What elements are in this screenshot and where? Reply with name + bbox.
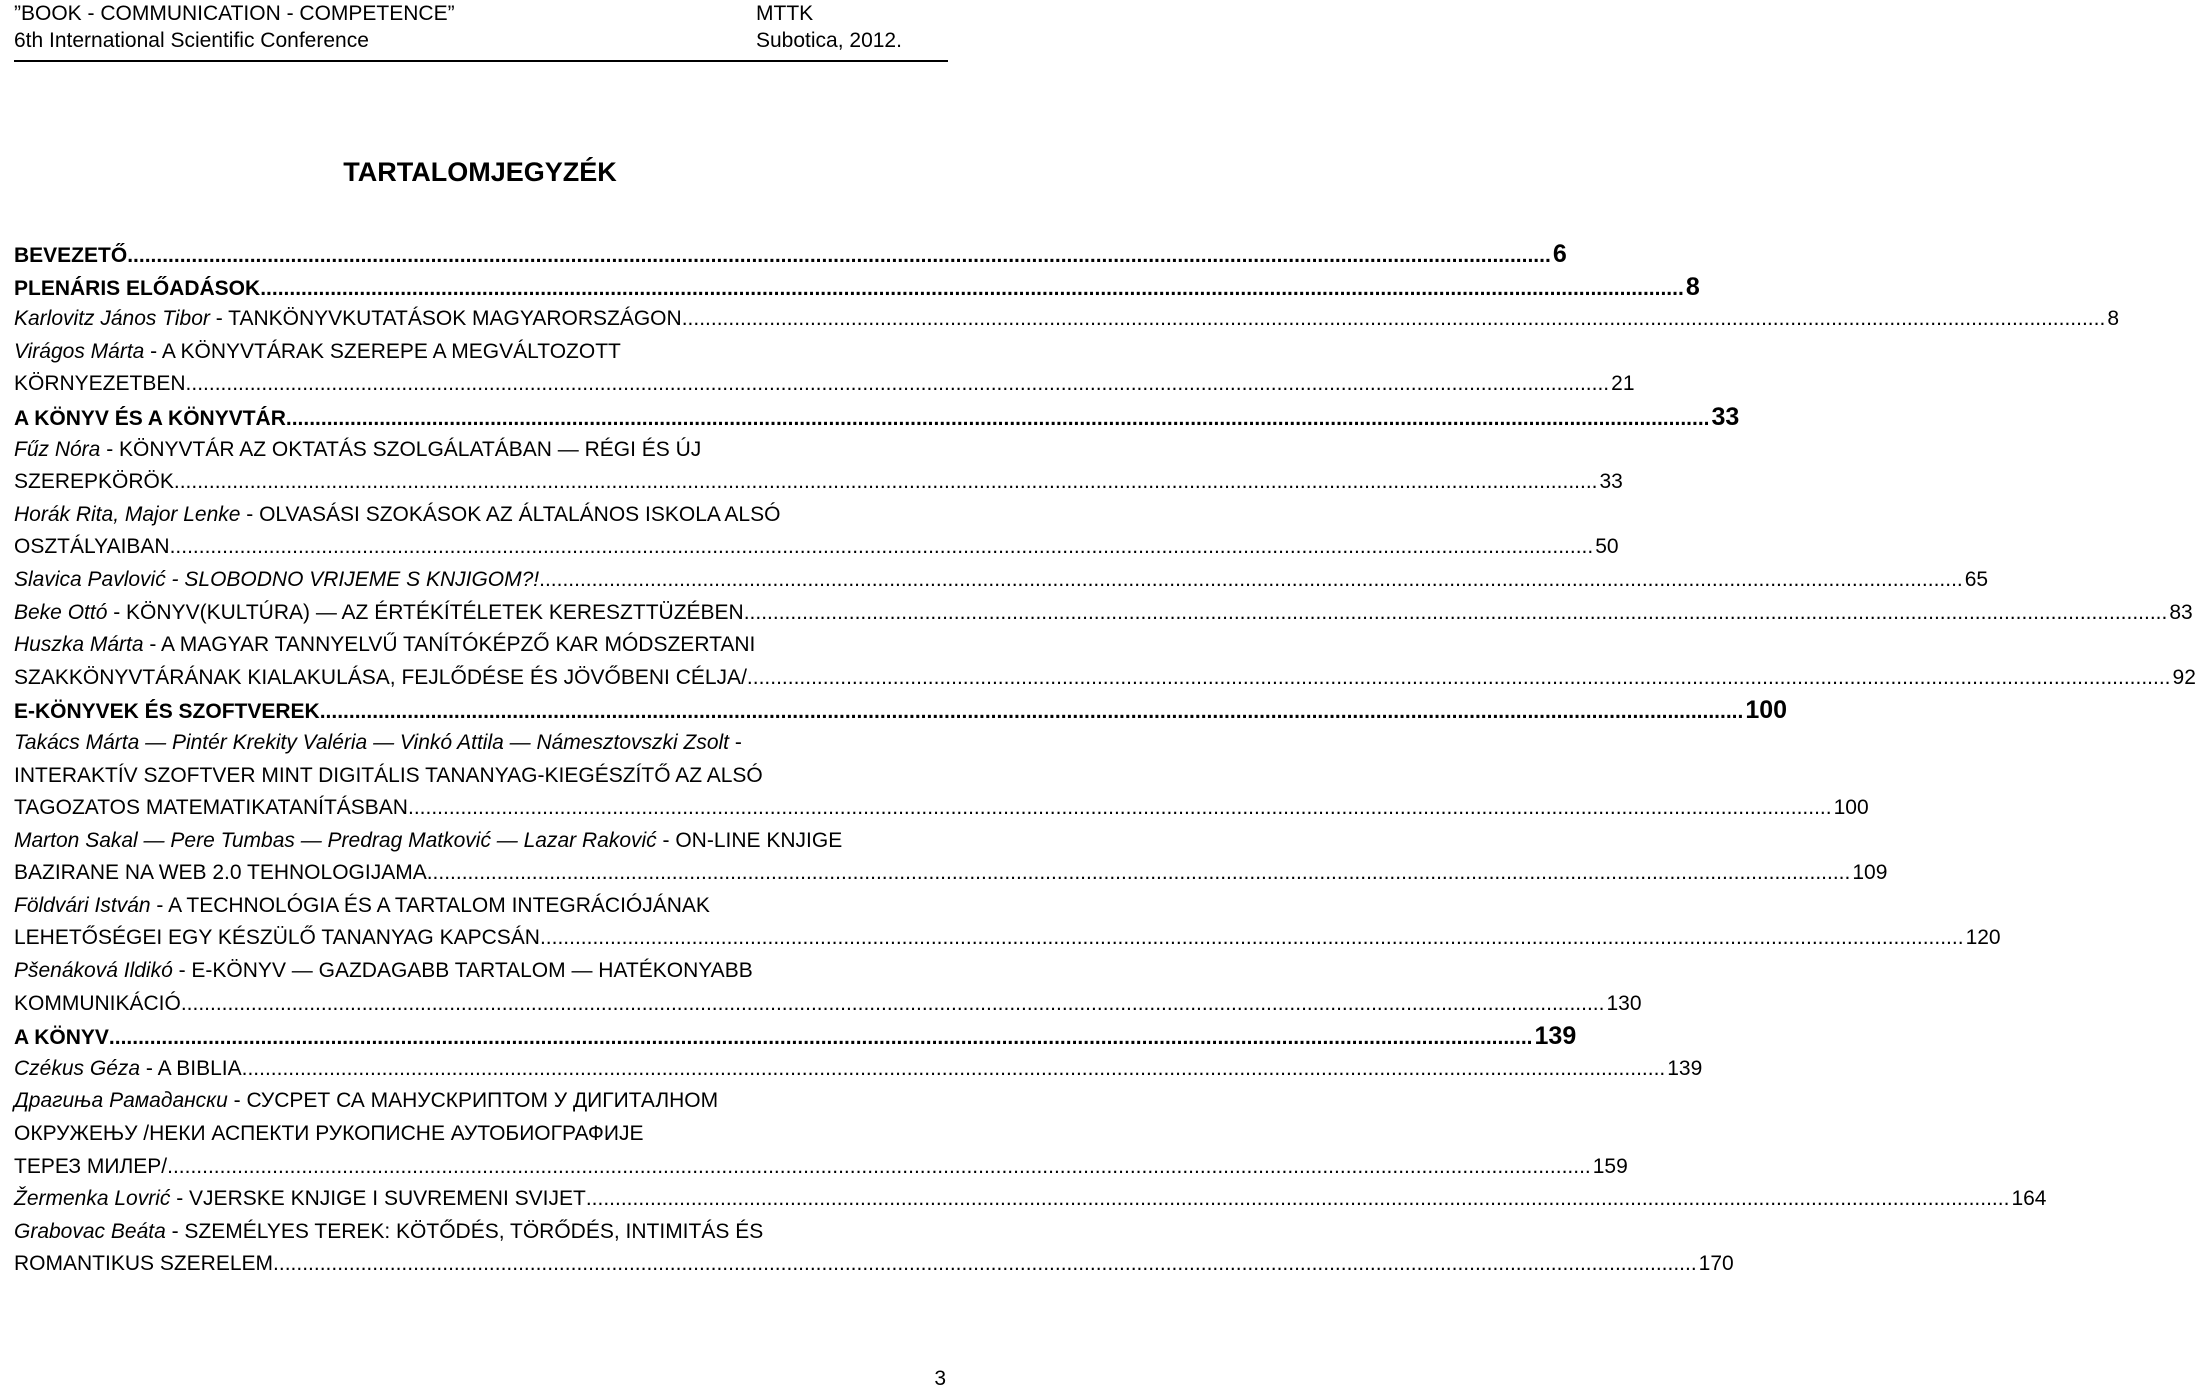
- toc-entry-title: - KÖNYV(KULTÚRA) — AZ ÉRTÉKÍTÉLETEK KERESZTTÜZÉBEN: [107, 600, 744, 624]
- toc-entry-author: Czékus Géza: [14, 1056, 141, 1080]
- toc-entry-author: Драгиња Рамадански: [14, 1089, 228, 1113]
- toc-entry-title: - VJERSKE KNJIGE I SUVREMENI SVIJET: [170, 1187, 586, 1211]
- toc-entry-line[interactable]: [14, 922, 2001, 955]
- toc-entry-author: Földvári István: [14, 893, 151, 917]
- toc-page-number: 170: [1698, 1252, 1734, 1276]
- header-org: MTTK: [756, 2, 814, 25]
- toc-entry-text: [14, 1216, 763, 1249]
- page-title: TARTALOMJEGYZÉK: [343, 157, 617, 187]
- toc-entry-text: [14, 368, 186, 401]
- toc-entry-line[interactable]: [14, 662, 2196, 695]
- header-row-1: [14, 0, 934, 27]
- toc-entry-line[interactable]: [14, 368, 1635, 401]
- toc-entry-text: [14, 303, 682, 336]
- toc-leader-dots: [167, 1151, 1591, 1184]
- toc-entry-text: [14, 662, 747, 695]
- toc-entry-text: [14, 1053, 242, 1086]
- toc-entry-line[interactable]: [14, 1248, 1734, 1281]
- toc-leader-dots: [273, 1248, 1697, 1281]
- toc-entry-author: Beke Ottó: [14, 600, 108, 624]
- toc-entry-author: Marton Sakal — Pere Tumbas — Predrag Matković — Lazar Raković: [14, 828, 657, 852]
- toc-entry-author: Pšenáková Ildikó: [14, 959, 173, 983]
- toc-entry-line[interactable]: [14, 1183, 2047, 1216]
- toc-leader-dots: [586, 1183, 2010, 1216]
- toc-entry-text: [14, 499, 780, 532]
- toc-entry-text: [14, 760, 763, 793]
- header-conference-title: ”BOOK - COMMUNICATION - COMPETENCE”: [14, 2, 455, 25]
- toc-section-title: A KÖNYV ÉS A KÖNYVTÁR: [14, 406, 286, 430]
- toc-entry-line[interactable]: [14, 825, 948, 858]
- toc-entry-line[interactable]: [14, 531, 1619, 564]
- toc-entry-title: BAZIRANE NA WEB 2.0 TEHNOLOGIJAMA: [14, 861, 427, 885]
- toc-entry-line[interactable]: [14, 597, 2193, 630]
- table-of-contents: [14, 238, 2196, 1281]
- toc-leader-dots: [127, 240, 1551, 273]
- page-number: 3: [934, 1367, 946, 1390]
- toc-entry-line[interactable]: [14, 1118, 948, 1151]
- toc-entry-line[interactable]: [14, 336, 948, 369]
- toc-section-title: A KÖNYV: [14, 1026, 109, 1050]
- toc-entry-title: - ON-LINE KNJIGE: [656, 828, 843, 852]
- toc-entry-line[interactable]: [14, 499, 948, 532]
- toc-leader-dots: [320, 696, 1744, 729]
- toc-page-number: 8: [2107, 307, 2119, 331]
- toc-entry-title: ТЕРЕЗ МИЛЕР/: [14, 1154, 168, 1178]
- toc-page-number: 65: [1964, 567, 1989, 591]
- toc-entry-text: [14, 629, 755, 662]
- toc-section-heading[interactable]: [14, 1020, 1577, 1053]
- toc-entry-author: Karlovitz János Tibor: [14, 307, 210, 331]
- toc-page-number: 92: [2172, 665, 2196, 689]
- toc-entry-author: Fűz Nóra: [14, 437, 101, 461]
- toc-entry-text: [14, 1151, 167, 1184]
- toc-entry-text: [14, 1183, 586, 1216]
- toc-page-number: 139: [1667, 1056, 1703, 1080]
- toc-entry-title: - A KÖNYVTÁRAK SZEREPE A MEGVÁLTOZOTT: [144, 339, 621, 363]
- toc-entry-line[interactable]: [14, 955, 948, 988]
- toc-entry-title: OSZTÁLYAIBAN: [14, 535, 170, 559]
- toc-page-number: 21: [1611, 372, 1635, 396]
- toc-page-number: 100: [1833, 796, 1869, 820]
- toc-entry-line[interactable]: [14, 1216, 948, 1249]
- header-rule: [14, 60, 948, 62]
- toc-leader-dots: [539, 564, 1963, 597]
- toc-entry-line[interactable]: [14, 564, 1989, 597]
- toc-page-number: 120: [1965, 926, 2001, 950]
- toc-entry-line[interactable]: [14, 434, 948, 467]
- toc-leader-dots: [170, 531, 1594, 564]
- toc-entry-title: KÖRNYEZETBEN: [14, 372, 186, 396]
- toc-page-number: 109: [1852, 861, 1888, 885]
- toc-entry-text: [14, 922, 540, 955]
- toc-leader-dots: [260, 273, 1684, 306]
- toc-entry-author: Horák Rita, Major Lenke: [14, 502, 241, 526]
- toc-page-number: 100: [1745, 696, 1788, 725]
- toc-entry-line[interactable]: [14, 1151, 1628, 1184]
- toc-entry-title: KOMMUNIKÁCIÓ: [14, 991, 181, 1015]
- toc-entry-title: SZAKKÖNYVTÁRÁNAK KIALAKULÁSA, FEJLŐDÉSE ÉS JÖVŐBENI CÉLJA/: [14, 665, 747, 689]
- toc-leader-dots: [186, 368, 1610, 401]
- toc-entry-text: [14, 466, 174, 499]
- toc-entry-title: - E-KÖNYV — GAZDAGABB TARTALOM — HATÉKONYABB: [172, 959, 753, 983]
- toc-leader-dots: [109, 1022, 1533, 1055]
- toc-leader-dots: [286, 403, 1710, 436]
- toc-entry-line[interactable]: [14, 303, 2119, 336]
- toc-entry-title: - KÖNYVTÁR AZ OKTATÁS SZOLGÁLATÁBAN — RÉGI ÉS ÚJ: [100, 437, 702, 461]
- toc-page-number: 130: [1606, 991, 1642, 1015]
- toc-entry-text: [14, 727, 742, 760]
- toc-entry-text: [14, 792, 408, 825]
- toc-entry-text: [14, 825, 842, 858]
- toc-entry-title: - A BIBLIA: [140, 1056, 242, 1080]
- toc-entry-text: [14, 564, 539, 597]
- toc-page-number: 8: [1685, 272, 1700, 301]
- toc-leader-dots: [427, 857, 1851, 890]
- toc-entry-title: INTERAKTÍV SZOFTVER MINT DIGITÁLIS TANANYAG-KIEGÉSZÍTŐ AZ ALSÓ: [14, 763, 763, 787]
- toc-entry-text: [14, 597, 744, 630]
- toc-entry-line[interactable]: [14, 792, 1869, 825]
- toc-entry-line[interactable]: [14, 727, 948, 760]
- toc-entry-line[interactable]: [14, 1085, 948, 1118]
- toc-page-number: 139: [1534, 1022, 1577, 1051]
- toc-entry-title: ОКРУЖЕЊУ /НЕКИ АСПЕКТИ РУКОПИСНЕ АУТОБИОГРАФИЈЕ: [14, 1122, 644, 1146]
- toc-entry-title: - TANKÖNYVKUTATÁSOK MAGYARORSZÁGON: [209, 307, 682, 331]
- toc-entry-title: TAGOZATOS MATEMATIKATANÍTÁSBAN: [14, 796, 408, 820]
- toc-entry-text: [14, 531, 170, 564]
- toc-entry-line[interactable]: [14, 760, 948, 793]
- toc-leader-dots: [744, 597, 2168, 630]
- toc-leader-dots: [174, 466, 1598, 499]
- toc-entry-text: [14, 890, 710, 923]
- toc-entry-line[interactable]: [14, 1053, 1703, 1086]
- toc-leader-dots: [540, 922, 1964, 955]
- toc-entry-title: ROMANTIKUS SZERELEM: [14, 1252, 274, 1276]
- toc-entry-line[interactable]: [14, 629, 948, 662]
- toc-entry-line[interactable]: [14, 466, 1623, 499]
- toc-entry-title: - OLVASÁSI SZOKÁSOK AZ ÁLTALÁNOS ISKOLA ALSÓ: [240, 502, 781, 526]
- toc-entry-title: - SZEMÉLYES TEREK: KÖTŐDÉS, TÖRŐDÉS, INTIMITÁS ÉS: [165, 1219, 764, 1243]
- toc-entry-author: Takács Márta — Pintér Krekity Valéria — Vinkó Attila — Námesztovszki Zsolt: [14, 730, 730, 754]
- toc-entry-line[interactable]: [14, 988, 1642, 1021]
- toc-page-number: 164: [2011, 1187, 2047, 1211]
- toc-entry-text: [14, 336, 621, 369]
- page-header: [14, 0, 934, 54]
- toc-section-heading[interactable]: [14, 401, 1740, 434]
- toc-entry-text: [14, 1248, 273, 1281]
- toc-entry-text: [14, 1085, 718, 1118]
- toc-leader-dots: [747, 662, 2171, 695]
- toc-page-number: 50: [1595, 535, 1619, 559]
- toc-page-number: 83: [2169, 600, 2193, 624]
- toc-section-heading[interactable]: [14, 238, 1567, 271]
- toc-entry-author: Slavica Pavlović - SLOBODNO VRIJEME S KNJIGOM?!: [14, 567, 540, 591]
- toc-leader-dots: [682, 303, 2106, 336]
- toc-entry-text: [14, 988, 181, 1021]
- toc-entry-text: [14, 434, 701, 467]
- toc-section-heading[interactable]: [14, 694, 1788, 727]
- toc-entry-title: - СУСРЕТ СА МАНУСКРИПТОМ У ДИГИТАЛНОМ: [227, 1089, 719, 1113]
- toc-entry-author: Virágos Márta: [14, 339, 145, 363]
- toc-page-number: 33: [1711, 402, 1740, 431]
- toc-section-heading[interactable]: [14, 271, 1700, 304]
- toc-entry-author: Huszka Márta: [14, 633, 144, 657]
- toc-page-number: 33: [1599, 470, 1623, 494]
- toc-leader-dots: [408, 792, 1832, 825]
- toc-entry-title: SZEREPKÖRÖK: [14, 470, 174, 494]
- toc-entry-author: Grabovac Beáta: [14, 1219, 166, 1243]
- toc-entry-line[interactable]: [14, 857, 1888, 890]
- toc-leader-dots: [242, 1053, 1666, 1086]
- toc-entry-title: LEHETŐSÉGEI EGY KÉSZÜLŐ TANANYAG KAPCSÁN: [14, 926, 540, 950]
- toc-section-title: E-KÖNYVEK ÉS SZOFTVEREK: [14, 700, 320, 724]
- toc-entry-text: [14, 857, 427, 890]
- header-row-2: [14, 27, 934, 54]
- toc-page-number: 159: [1592, 1154, 1628, 1178]
- toc-entry-title: - A MAGYAR TANNYELVŰ TANÍTÓKÉPZŐ KAR MÓDSZERTANI: [143, 633, 756, 657]
- toc-section-title: PLENÁRIS ELŐADÁSOK: [14, 276, 261, 300]
- toc-entry-title: -: [729, 730, 742, 754]
- header-place-date: Subotica, 2012.: [756, 29, 902, 52]
- toc-entry-author: Žermenka Lovrić: [14, 1187, 171, 1211]
- toc-entry-title: - A TECHNOLÓGIA ÉS A TARTALOM INTEGRÁCIÓJÁNAK: [150, 893, 710, 917]
- toc-section-title: BEVEZETŐ: [14, 244, 128, 267]
- toc-leader-dots: [181, 988, 1605, 1021]
- toc-entry-text: [14, 955, 753, 988]
- toc-entry-text: [14, 1118, 644, 1151]
- toc-entry-line[interactable]: [14, 890, 948, 923]
- toc-page-number: 6: [1552, 240, 1567, 268]
- header-conference-subtitle: 6th International Scientific Conference: [14, 29, 369, 52]
